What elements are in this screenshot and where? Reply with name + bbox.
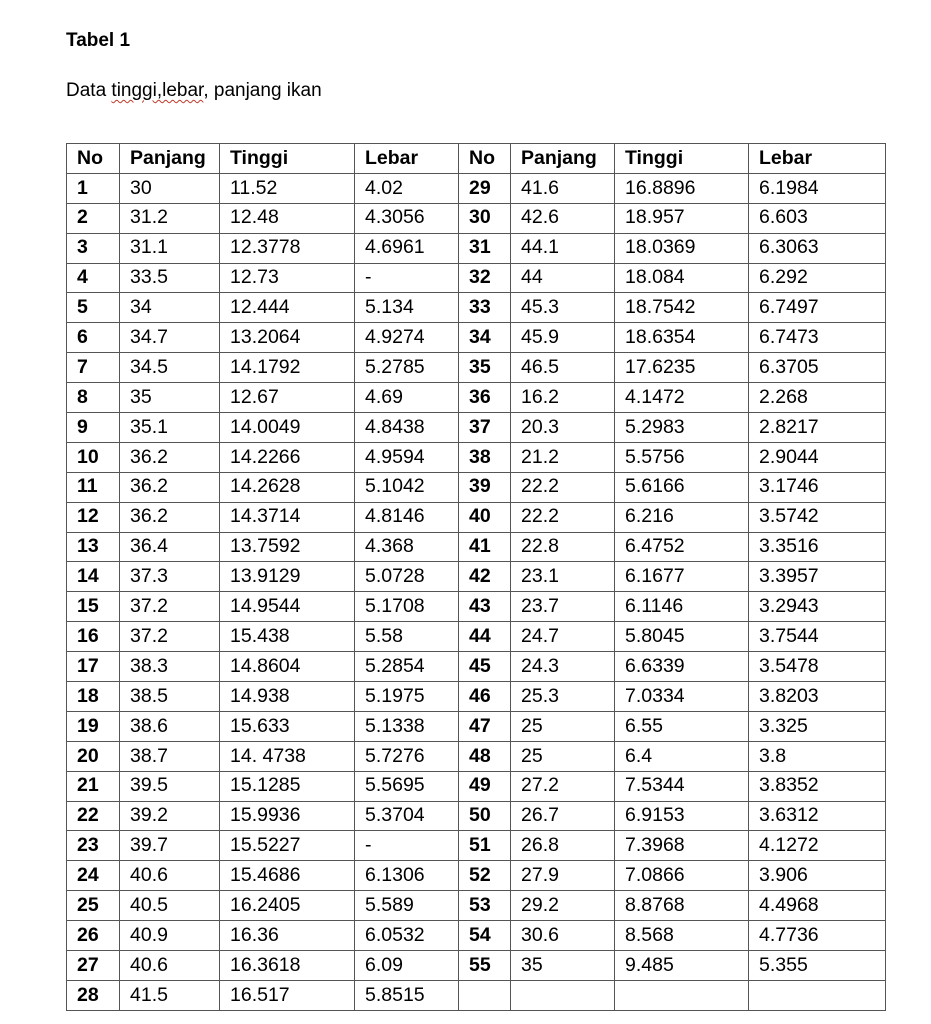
table-cell: 22.2 <box>511 502 615 532</box>
table-cell: 4.7736 <box>749 921 886 951</box>
row-number-cell: 34 <box>459 323 511 353</box>
table-cell: 33.5 <box>120 263 220 293</box>
table-cell: 37.3 <box>120 562 220 592</box>
table-cell: 2.268 <box>749 383 886 413</box>
table-cell: 41.5 <box>120 980 220 1010</box>
table-cell: 3.8203 <box>749 682 886 712</box>
table-cell: 14.3714 <box>220 502 355 532</box>
table-cell: 12.73 <box>220 263 355 293</box>
row-number-cell: 19 <box>67 711 120 741</box>
table-cell <box>749 980 886 1010</box>
table-row <box>67 383 886 413</box>
table-cell: 16.3618 <box>220 951 355 981</box>
table-cell: 4.1472 <box>615 383 749 413</box>
table-cell: 12.444 <box>220 293 355 323</box>
table-cell: 3.5478 <box>749 652 886 682</box>
table-cell: 5.589 <box>355 891 459 921</box>
table-cell: 44 <box>511 263 615 293</box>
row-number-cell: 42 <box>459 562 511 592</box>
table-cell: 12.3778 <box>220 233 355 263</box>
table-cell: 5.2785 <box>355 353 459 383</box>
table-cell: 2.8217 <box>749 413 886 443</box>
table-cell: 18.0369 <box>615 233 749 263</box>
fish-data-table <box>66 143 886 1011</box>
row-number-cell: 39 <box>459 472 511 502</box>
table-cell: 39.2 <box>120 801 220 831</box>
row-number-cell: 44 <box>459 622 511 652</box>
table-cell: 36.2 <box>120 442 220 472</box>
row-number-cell: 8 <box>67 383 120 413</box>
row-number-cell: 51 <box>459 831 511 861</box>
table-row <box>67 323 886 353</box>
table-row <box>67 413 886 443</box>
table-cell: 3.2943 <box>749 592 886 622</box>
table-cell: 14.2266 <box>220 442 355 472</box>
table-cell: 4.1272 <box>749 831 886 861</box>
table-row <box>67 592 886 622</box>
table-row <box>67 711 886 741</box>
table-cell: 4.6961 <box>355 233 459 263</box>
table-cell: 6.292 <box>749 263 886 293</box>
row-number-cell: 21 <box>67 771 120 801</box>
table-cell: - <box>355 263 459 293</box>
row-number-cell: 6 <box>67 323 120 353</box>
row-number-cell: 36 <box>459 383 511 413</box>
table-row <box>67 233 886 263</box>
table-cell: 14.9544 <box>220 592 355 622</box>
row-number-cell: 9 <box>67 413 120 443</box>
table-cell: 24.3 <box>511 652 615 682</box>
table-cell: 13.9129 <box>220 562 355 592</box>
table-cell: 8.8768 <box>615 891 749 921</box>
table-cell: 3.5742 <box>749 502 886 532</box>
row-number-cell: 20 <box>67 741 120 771</box>
table-cell: 15.438 <box>220 622 355 652</box>
caption-misspelled-word: tinggi,lebar <box>111 80 204 101</box>
table-cell: 5.8515 <box>355 980 459 1010</box>
table-cell: 4.9594 <box>355 442 459 472</box>
table-cell: 5.1042 <box>355 472 459 502</box>
table-cell: 5.7276 <box>355 741 459 771</box>
table-cell: 6.1146 <box>615 592 749 622</box>
table-cell: - <box>355 831 459 861</box>
table-cell: 12.67 <box>220 383 355 413</box>
row-number-cell: 47 <box>459 711 511 741</box>
table-cell <box>511 980 615 1010</box>
table-cell: 4.69 <box>355 383 459 413</box>
table-cell: 5.0728 <box>355 562 459 592</box>
table-cell: 11.52 <box>220 173 355 203</box>
table-cell: 14.2628 <box>220 472 355 502</box>
table-row <box>67 682 886 712</box>
table-cell: 40.5 <box>120 891 220 921</box>
row-number-cell: 13 <box>67 532 120 562</box>
table-cell: 4.4968 <box>749 891 886 921</box>
table-cell: 6.4 <box>615 741 749 771</box>
column-header: Lebar <box>355 144 459 174</box>
table-row <box>67 771 886 801</box>
table-cell: 7.3968 <box>615 831 749 861</box>
row-number-cell: 18 <box>67 682 120 712</box>
table-cell: 29.2 <box>511 891 615 921</box>
row-number-cell: 40 <box>459 502 511 532</box>
table-cell: 20.3 <box>511 413 615 443</box>
table-cell: 17.6235 <box>615 353 749 383</box>
row-number-cell: 33 <box>459 293 511 323</box>
row-number-cell: 24 <box>67 861 120 891</box>
table-row <box>67 921 886 951</box>
table-cell: 14. 4738 <box>220 741 355 771</box>
row-number-cell <box>459 980 511 1010</box>
table-cell: 15.633 <box>220 711 355 741</box>
column-header: Panjang <box>511 144 615 174</box>
table-row <box>67 472 886 502</box>
row-number-cell: 4 <box>67 263 120 293</box>
table-cell: 16.2 <box>511 383 615 413</box>
table-cell: 44.1 <box>511 233 615 263</box>
row-number-cell: 35 <box>459 353 511 383</box>
table-cell: 41.6 <box>511 173 615 203</box>
table-cell: 13.2064 <box>220 323 355 353</box>
row-number-cell: 10 <box>67 442 120 472</box>
header-row <box>67 144 886 174</box>
table-cell: 15.4686 <box>220 861 355 891</box>
row-number-cell: 26 <box>67 921 120 951</box>
table-cell: 3.8 <box>749 741 886 771</box>
table-cell: 5.1708 <box>355 592 459 622</box>
row-number-cell: 28 <box>67 980 120 1010</box>
row-number-cell: 29 <box>459 173 511 203</box>
column-header: No <box>67 144 120 174</box>
row-number-cell: 37 <box>459 413 511 443</box>
table-cell: 16.517 <box>220 980 355 1010</box>
row-number-cell: 46 <box>459 682 511 712</box>
table-cell: 6.09 <box>355 951 459 981</box>
table-cell: 25 <box>511 741 615 771</box>
row-number-cell: 49 <box>459 771 511 801</box>
table-cell: 35.1 <box>120 413 220 443</box>
table-row <box>67 980 886 1010</box>
table-cell: 18.957 <box>615 203 749 233</box>
row-number-cell: 31 <box>459 233 511 263</box>
row-number-cell: 23 <box>67 831 120 861</box>
table-cell: 39.7 <box>120 831 220 861</box>
table-cell: 6.55 <box>615 711 749 741</box>
table-cell: 16.2405 <box>220 891 355 921</box>
table-cell: 4.9274 <box>355 323 459 353</box>
table-cell: 8.568 <box>615 921 749 951</box>
table-cell: 9.485 <box>615 951 749 981</box>
table-row <box>67 831 886 861</box>
table-cell: 6.4752 <box>615 532 749 562</box>
table-row <box>67 502 886 532</box>
table-row <box>67 801 886 831</box>
table-cell: 34.7 <box>120 323 220 353</box>
row-number-cell: 54 <box>459 921 511 951</box>
column-header: No <box>459 144 511 174</box>
table-row <box>67 562 886 592</box>
table-cell: 2.9044 <box>749 442 886 472</box>
row-number-cell: 12 <box>67 502 120 532</box>
row-number-cell: 50 <box>459 801 511 831</box>
table-row <box>67 622 886 652</box>
table-cell: 6.216 <box>615 502 749 532</box>
table-cell: 37.2 <box>120 622 220 652</box>
table-cell: 3.8352 <box>749 771 886 801</box>
table-cell: 36.2 <box>120 502 220 532</box>
table-cell: 22.8 <box>511 532 615 562</box>
table-cell: 38.7 <box>120 741 220 771</box>
table-cell: 5.8045 <box>615 622 749 652</box>
table-cell: 31.2 <box>120 203 220 233</box>
column-header: Tinggi <box>220 144 355 174</box>
table-cell: 3.906 <box>749 861 886 891</box>
table-cell: 18.084 <box>615 263 749 293</box>
table-cell: 24.7 <box>511 622 615 652</box>
table-cell: 5.355 <box>749 951 886 981</box>
row-number-cell: 41 <box>459 532 511 562</box>
table-cell: 40.9 <box>120 921 220 951</box>
table-row <box>67 861 886 891</box>
table-cell: 30 <box>120 173 220 203</box>
table-cell: 6.0532 <box>355 921 459 951</box>
table-cell: 31.1 <box>120 233 220 263</box>
table-cell: 5.58 <box>355 622 459 652</box>
table-cell: 18.6354 <box>615 323 749 353</box>
table-cell: 14.1792 <box>220 353 355 383</box>
table-row <box>67 532 886 562</box>
table-cell: 7.5344 <box>615 771 749 801</box>
row-number-cell: 5 <box>67 293 120 323</box>
table-row <box>67 741 886 771</box>
table-cell: 23.1 <box>511 562 615 592</box>
table-cell: 5.2854 <box>355 652 459 682</box>
table-row <box>67 263 886 293</box>
table-cell: 38.6 <box>120 711 220 741</box>
table-cell: 6.1677 <box>615 562 749 592</box>
table-cell: 15.9936 <box>220 801 355 831</box>
table-cell: 4.8438 <box>355 413 459 443</box>
row-number-cell: 52 <box>459 861 511 891</box>
table-cell: 5.1338 <box>355 711 459 741</box>
table-cell: 5.134 <box>355 293 459 323</box>
column-header: Panjang <box>120 144 220 174</box>
table-cell: 35 <box>120 383 220 413</box>
table-cell: 34 <box>120 293 220 323</box>
row-number-cell: 22 <box>67 801 120 831</box>
row-number-cell: 53 <box>459 891 511 921</box>
table-cell: 12.48 <box>220 203 355 233</box>
table-cell: 3.325 <box>749 711 886 741</box>
row-number-cell: 27 <box>67 951 120 981</box>
table-row <box>67 293 886 323</box>
table-cell: 27.2 <box>511 771 615 801</box>
column-header: Lebar <box>749 144 886 174</box>
table-cell: 3.3957 <box>749 562 886 592</box>
table-cell: 5.1975 <box>355 682 459 712</box>
row-number-cell: 1 <box>67 173 120 203</box>
table-cell: 6.7497 <box>749 293 886 323</box>
table-caption <box>66 80 322 102</box>
table-cell: 3.6312 <box>749 801 886 831</box>
row-number-cell: 11 <box>67 472 120 502</box>
row-number-cell: 48 <box>459 741 511 771</box>
table-cell: 5.2983 <box>615 413 749 443</box>
table-cell: 40.6 <box>120 861 220 891</box>
table-cell: 26.7 <box>511 801 615 831</box>
table-row <box>67 652 886 682</box>
table-cell: 6.6339 <box>615 652 749 682</box>
table-cell: 5.6166 <box>615 472 749 502</box>
table-cell: 6.603 <box>749 203 886 233</box>
column-header: Tinggi <box>615 144 749 174</box>
row-number-cell: 43 <box>459 592 511 622</box>
table-cell: 36.2 <box>120 472 220 502</box>
caption-suffix: , panjang ikan <box>203 80 322 101</box>
table-cell: 14.938 <box>220 682 355 712</box>
row-number-cell: 15 <box>67 592 120 622</box>
table-cell: 5.5756 <box>615 442 749 472</box>
table-cell: 6.3063 <box>749 233 886 263</box>
table-cell: 45.9 <box>511 323 615 353</box>
table-cell: 6.1984 <box>749 173 886 203</box>
table-cell: 4.8146 <box>355 502 459 532</box>
table-cell: 15.5227 <box>220 831 355 861</box>
table-cell: 16.8896 <box>615 173 749 203</box>
table-cell: 22.2 <box>511 472 615 502</box>
table-row <box>67 353 886 383</box>
table-cell: 16.36 <box>220 921 355 951</box>
table-cell: 5.3704 <box>355 801 459 831</box>
table-cell: 13.7592 <box>220 532 355 562</box>
table-cell: 36.4 <box>120 532 220 562</box>
table-cell: 46.5 <box>511 353 615 383</box>
table-cell: 4.3056 <box>355 203 459 233</box>
table-row <box>67 891 886 921</box>
table-row <box>67 173 886 203</box>
table-cell: 7.0866 <box>615 861 749 891</box>
table-cell: 42.6 <box>511 203 615 233</box>
table-row <box>67 951 886 981</box>
table-cell: 34.5 <box>120 353 220 383</box>
table-cell: 40.6 <box>120 951 220 981</box>
table-cell: 25 <box>511 711 615 741</box>
table-cell: 30.6 <box>511 921 615 951</box>
row-number-cell: 32 <box>459 263 511 293</box>
table-cell: 35 <box>511 951 615 981</box>
table-cell: 21.2 <box>511 442 615 472</box>
row-number-cell: 14 <box>67 562 120 592</box>
row-number-cell: 30 <box>459 203 511 233</box>
row-number-cell: 2 <box>67 203 120 233</box>
table-cell: 14.8604 <box>220 652 355 682</box>
table-cell <box>615 980 749 1010</box>
table-row <box>67 203 886 233</box>
table-cell: 6.1306 <box>355 861 459 891</box>
row-number-cell: 25 <box>67 891 120 921</box>
row-number-cell: 7 <box>67 353 120 383</box>
row-number-cell: 3 <box>67 233 120 263</box>
table-cell: 27.9 <box>511 861 615 891</box>
table-cell: 4.368 <box>355 532 459 562</box>
row-number-cell: 45 <box>459 652 511 682</box>
caption-prefix: Data <box>66 80 112 101</box>
table-cell: 45.3 <box>511 293 615 323</box>
table-title: Tabel 1 <box>66 30 131 51</box>
table-cell: 23.7 <box>511 592 615 622</box>
table-cell: 3.7544 <box>749 622 886 652</box>
table-cell: 6.3705 <box>749 353 886 383</box>
table-cell: 38.5 <box>120 682 220 712</box>
row-number-cell: 38 <box>459 442 511 472</box>
row-number-cell: 55 <box>459 951 511 981</box>
table-body <box>67 173 886 1010</box>
table-row <box>67 442 886 472</box>
table-cell: 26.8 <box>511 831 615 861</box>
table-cell: 39.5 <box>120 771 220 801</box>
table-cell: 5.5695 <box>355 771 459 801</box>
table-cell: 18.7542 <box>615 293 749 323</box>
table-cell: 25.3 <box>511 682 615 712</box>
table-cell: 3.3516 <box>749 532 886 562</box>
table-cell: 7.0334 <box>615 682 749 712</box>
table-cell: 38.3 <box>120 652 220 682</box>
table-cell: 3.1746 <box>749 472 886 502</box>
table-cell: 15.1285 <box>220 771 355 801</box>
table-cell: 6.7473 <box>749 323 886 353</box>
row-number-cell: 17 <box>67 652 120 682</box>
table-cell: 37.2 <box>120 592 220 622</box>
table-cell: 4.02 <box>355 173 459 203</box>
table-cell: 14.0049 <box>220 413 355 443</box>
row-number-cell: 16 <box>67 622 120 652</box>
table-cell: 6.9153 <box>615 801 749 831</box>
